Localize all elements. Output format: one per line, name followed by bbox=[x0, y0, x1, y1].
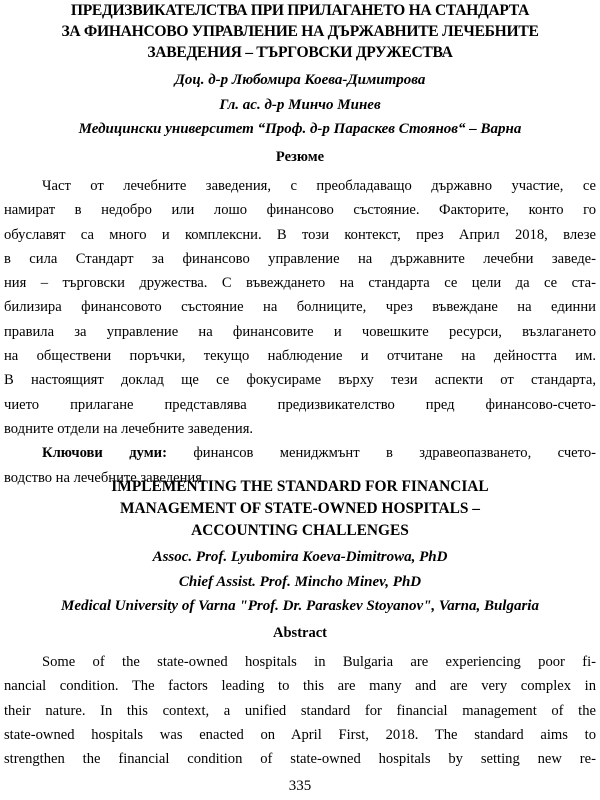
en-abstract-line: nancial condition. The factors leading to this are many and are very complex in bbox=[4, 678, 596, 695]
bg-title-line: ЗАВЕДЕНИЯ – ТЪРГОВСКИ ДРУЖЕСТВА bbox=[147, 44, 453, 61]
bg-abstract-line: билизира финансовото състояние на болниците, чрез въвеждане на единни bbox=[4, 299, 596, 316]
bg-abstract-line: ния – търговски дружества. С въвеждането на стандарта се цели да се ста- bbox=[4, 275, 596, 292]
en-title-line: MANAGEMENT OF STATE-OWNED HOSPITALS – bbox=[119, 500, 480, 517]
bg-abstract-line: водните отдели на лечебните заведения. bbox=[4, 420, 254, 437]
en-title-line: IMPLEMENTING THE STANDARD FOR FINANCIAL bbox=[111, 478, 489, 495]
en-abstract-line: state-owned hospitals was enacted on April First, 2018. The standard aims to bbox=[4, 726, 596, 743]
bg-abstract-line: на обществени поръчки, текущо наблюдение и отчитане на дейността им. bbox=[4, 348, 596, 365]
bg-abstract-heading: Резюме bbox=[275, 149, 325, 165]
bg-abstract-line: в сила Стандарт за финансово управление на държавните лечебни заведе- bbox=[4, 250, 596, 267]
en-authors bbox=[0, 545, 600, 619]
en-title-line: ACCOUNTING CHALLENGES bbox=[191, 522, 409, 539]
bg-abstract-line: чието прилагане представлява предизвикателство пред финансово-счето- bbox=[4, 396, 596, 413]
en-abstract-line: Some of the state-owned hospitals in Bulgaria are experiencing poor fi- bbox=[42, 654, 596, 670]
bg-authors bbox=[0, 68, 600, 142]
page-number: 335 bbox=[288, 778, 312, 794]
bg-affiliation: Медицински университет “Проф. д-р Параскев Стоянов“ – Варна bbox=[78, 121, 522, 137]
bg-abstract-line: правила за управление на финансовите и човешките ресурси, възлагането bbox=[4, 323, 596, 340]
bg-title bbox=[4, 0, 596, 63]
bg-abstract-line: намират в недобро или лошо финансово състояние. Факторите, конто го bbox=[4, 202, 596, 219]
en-abstract-heading: Abstract bbox=[273, 625, 327, 641]
en-abstract-body bbox=[4, 650, 596, 771]
en-author-1: Assoc. Prof. Lyubomira Koeva-Dimitrowa, PhD bbox=[152, 549, 448, 565]
en-affiliation: Medical University of Varna "Prof. Dr. Paraskev Stoyanov", Varna, Bulgaria bbox=[61, 598, 539, 614]
bg-keywords-line: водство на лечебните заведения. bbox=[4, 469, 206, 486]
en-title bbox=[4, 476, 596, 542]
bg-author-1: Доц. д-р Любомира Коева-Димитрова bbox=[174, 72, 426, 88]
bg-author-2: Гл. ас. д-р Минчо Минев bbox=[219, 96, 381, 113]
bg-title-line: ЗА ФИНАНСОВО УПРАВЛЕНИЕ НА ДЪРЖАВНИТЕ ЛЕЧЕБНИТЕ bbox=[61, 23, 539, 40]
bg-keywords bbox=[4, 441, 596, 465]
en-abstract-line: strengthen the financial condition of state-owned hospitals by setting new re- bbox=[4, 751, 596, 768]
bg-keywords-label: Ключови думи: bbox=[42, 445, 167, 462]
bg-abstract-body bbox=[4, 174, 596, 490]
bg-keywords-text: финансов мениджмънт в здравеопазването, счето- bbox=[166, 445, 596, 462]
bg-abstract-line: обуславят са много и комплексни. В този контекст, през Април 2018, влезе bbox=[4, 226, 596, 243]
en-abstract-line: their nature. In this context, a unified standard for financial management of the bbox=[4, 702, 596, 719]
en-author-2: Chief Assist. Prof. Mincho Minev, PhD bbox=[178, 573, 422, 590]
bg-abstract-line: В настоящият доклад ще се фокусираме върху тези аспекти от стандарта, bbox=[4, 372, 596, 389]
bg-abstract-line: Част от лечебните заведения, с преобладаващо държавно участие, се bbox=[42, 178, 596, 194]
bg-title-line: ПРЕДИЗВИКАТЕЛСТВА ПРИ ПРИЛАГАНЕТО НА СТАНДАРТА bbox=[70, 2, 530, 19]
